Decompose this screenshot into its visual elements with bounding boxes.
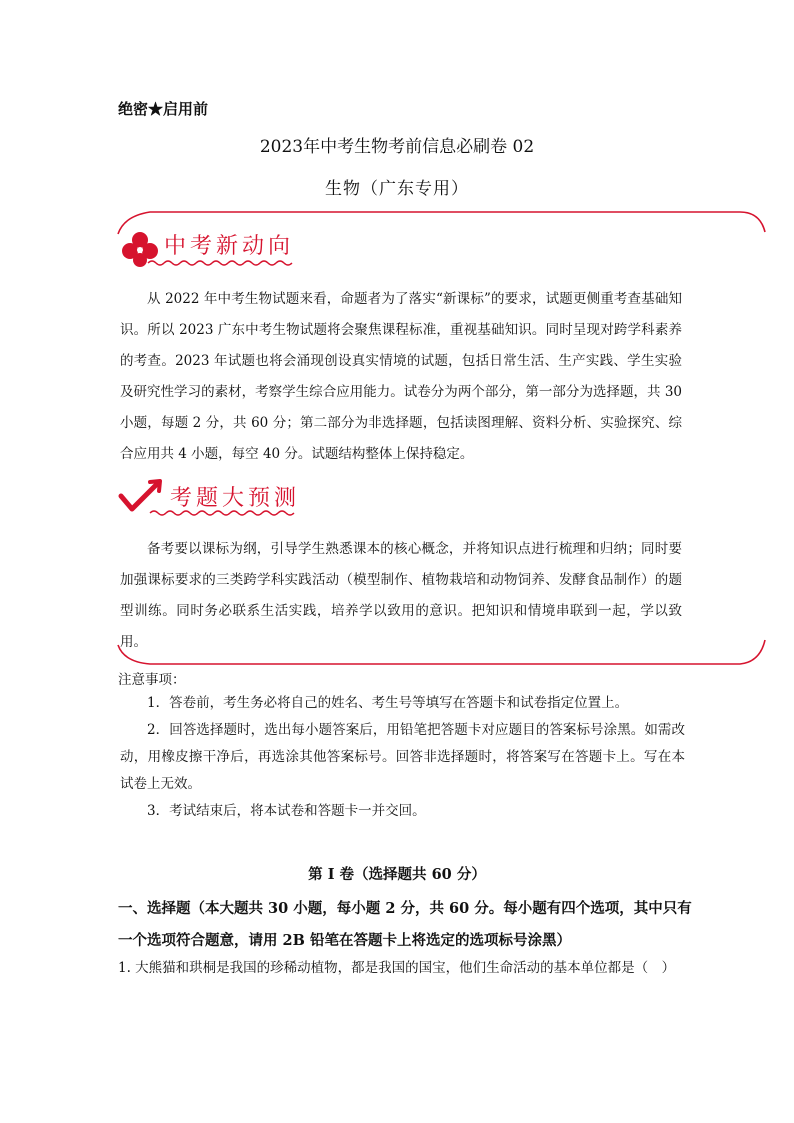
check-arrow-icon <box>118 478 164 514</box>
section-heading-prediction: 考题大预测 <box>170 486 301 511</box>
choice-section-heading: 一、选择题（本大题共 30 小题，每小题 2 分，共 60 分。每小题有四个选项，其中只有一个选项符合题意，请用 2B 铅笔在答题卡上将选定的选项标号涂黑） <box>118 900 692 949</box>
exam-subtitle: 生物（广东专用） <box>325 179 469 199</box>
part-title: 第 I 卷（选择题共 60 分） <box>308 866 486 883</box>
exam-title: 2023年中考生物考前信息必刷卷 02 <box>259 137 535 157</box>
note-item: 1．答卷前，考生务必将自己的姓名、考生号等填写在答题卡和试卷指定位置上。 <box>147 695 629 711</box>
confidential-label: 绝密★启用前 <box>118 100 209 118</box>
prediction-paragraph: 备考要以课标为纲，引导学生熟悉课本的核心概念，并将知识点进行梳理和归纳；同时要加强课标要求的三类跨学科实践活动（模型制作、植物栽培和动物饲养、发酵食品制作）的题型训练。同时务必联系生活实践，培养学以致用的意识。把知识和情境串联到一起，学以致用。 <box>120 541 682 650</box>
note-item: 2．回答选择题时，选出每小题答案后，用铅笔把答题卡对应题目的答案标号涂黑。如需改动，用橡皮擦干净后，再选涂其他答案标号。回答非选择题时，将答案写在答题卡上。写在本试卷上无效。 <box>120 722 685 792</box>
flower-icon <box>120 230 160 270</box>
notes-list <box>120 690 685 825</box>
note-item: 3．考试结束后，将本试卷和答题卡一并交回。 <box>147 803 426 819</box>
section-heading-new-trend: 中考新动向 <box>164 234 295 259</box>
new-trend-paragraph: 从 2022 年中考生物试题来看，命题者为了落实“新课标”的要求，试题更侧重考查基础知识。所以 2023 广东中考生物试题将会聚焦课程标准，重视基础知识。同时呈现对跨学科素养的考查。2023 年试题也将会涌现创设真实情境的试题，包括日常生活、生产实践、学生实验及研究性学习的素材，考察学生综合应用能力。试卷分为两个部分，第一部分为选择题，共 30 小题，每题 2 分，共 60 分；第二部分为非选择题，包括读图理解、资料分析、实验探究、综合应用共 4 小题，每空 40 分。试题结构整体上保持稳定。 <box>120 291 682 462</box>
question-1: 1. 大熊猫和珙桐是我国的珍稀动植物，都是我国的国宝，他们生命活动的基本单位都是（ ） <box>118 960 676 976</box>
notes-label: 注意事项： <box>118 672 186 688</box>
